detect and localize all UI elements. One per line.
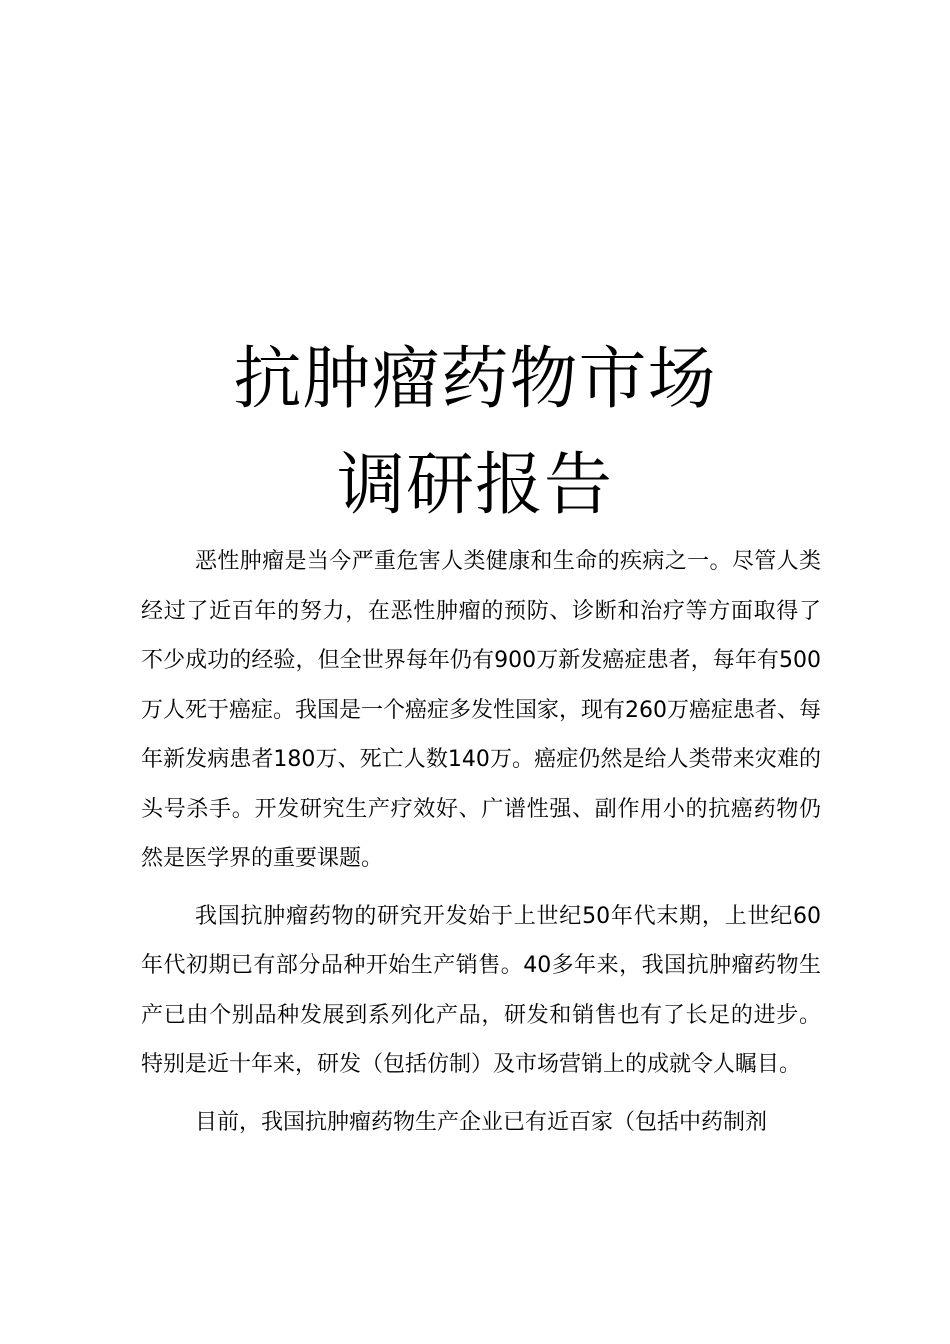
document-title-line-2: 调研报告 [336,446,613,525]
body-paragraph-1: 恶性肿瘤是当今严重危害人类健康和生命的疾病之一。尽管人类经过了近百年的努力，在恶性肿瘤的预防、诊断和治疗等方面取得了不少成功的经验，但全世界每年仍有900万新发癌症患者，每年有500万人死于癌症。我国是一个癌症多发性国家，现有260万癌症患者、每年新发病患者180万、死亡人数140万。癌症仍然是给人类带来灾难的头号杀手。开发研究生产疗效好、广谱性强、副作用小的抗癌药物仍然是医学界的重要课题。 [141,549,821,871]
body-paragraph-3: 目前，我国抗肿瘤药物生产企业已有近百家（包括中药制剂 [195,1109,768,1135]
body-paragraph-2: 我国抗肿瘤药物的研究开发始于上世纪50年代末期，上世纪60年代初期已有部分品种开始生产销售。40多年来，我国抗肿瘤药物生产已由个别品种发展到系列化产品，研发和销售也有了长足的进步。特别是近十年来，研发（包括仿制）及市场营销上的成就令人瞩目。 [141,903,821,1077]
document-title-line-1: 抗肿瘤药物市场 [233,340,717,419]
document-body [141,537,821,1147]
